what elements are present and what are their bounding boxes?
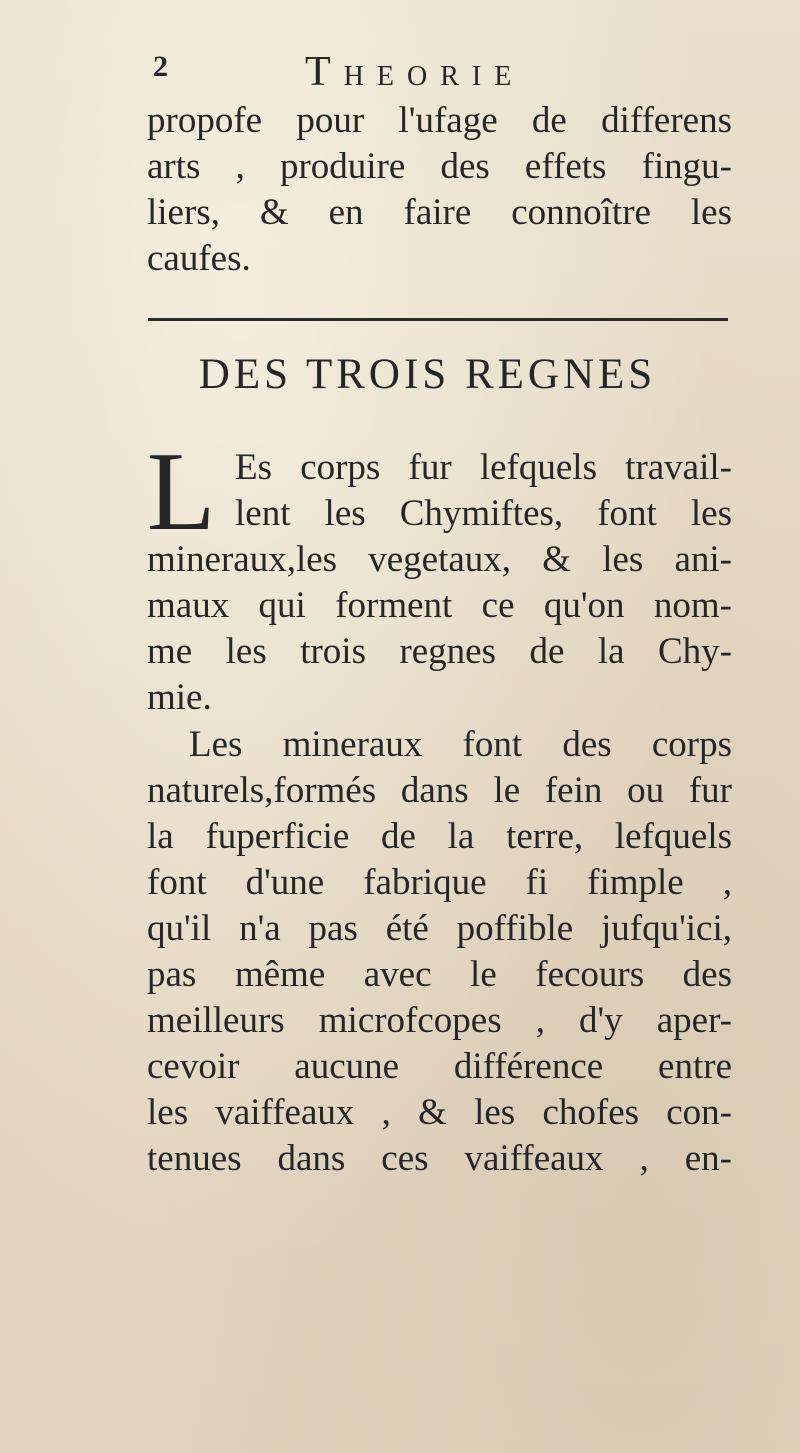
text-line: Es corps fur lefquels travail- <box>235 447 732 488</box>
text-line: me les trois regnes de la Chy- <box>147 631 732 672</box>
paragraph-2 <box>147 722 732 1182</box>
text-line: la fuperficie de la terre, lefquels <box>147 816 732 857</box>
page-number: 2 <box>153 50 168 83</box>
paragraph-1-opening <box>235 445 732 537</box>
text-line: font d'une fabrique fi fimple , <box>147 862 732 903</box>
text-line: tenues dans ces vaiffeaux , en- <box>147 1138 732 1179</box>
text-line: pas même avec le fecours des <box>147 954 732 995</box>
text-line: cevoir aucune différence entre <box>147 1046 732 1087</box>
intro-text <box>147 98 732 282</box>
text-line: caufes. <box>147 238 251 279</box>
page-header <box>145 50 735 98</box>
text-line: mie. <box>147 677 212 718</box>
drop-cap: L <box>147 430 216 554</box>
running-head-rest: HEORIE <box>343 61 525 92</box>
running-head-initial: T <box>305 49 344 95</box>
text-line: maux qui forment ce qu'on nom- <box>147 585 732 626</box>
text-line: meilleurs microfcopes , d'y aper- <box>147 1000 732 1041</box>
text-line: naturels,formés dans le fein ou fur <box>147 770 732 811</box>
paragraph-1-body <box>147 537 732 721</box>
text-line: propofe pour l'ufage de differens <box>147 100 732 141</box>
text-line: qu'il n'a pas été poffible jufqu'ici, <box>147 908 732 949</box>
text-line: Les mineraux font des corps <box>189 724 732 765</box>
section-title: DES TROIS REGNES <box>198 351 657 398</box>
text-line: arts , produire des effets fingu- <box>147 146 732 187</box>
text-line: lent les Chymiftes, font les <box>235 493 732 534</box>
text-line: mineraux,les vegetaux, & les ani- <box>147 539 732 580</box>
section-divider <box>148 318 728 321</box>
text-line: liers, & en faire connoître les <box>147 192 732 233</box>
running-head <box>305 48 524 96</box>
text-line: les vaiffeaux , & les chofes con- <box>147 1092 732 1133</box>
